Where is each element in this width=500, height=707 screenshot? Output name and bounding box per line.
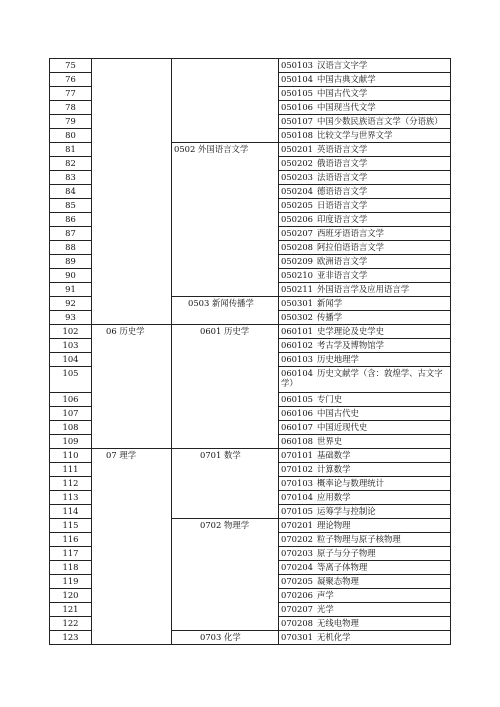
specialty-name: 史学理论及史学史 [316,326,384,336]
specialty-name: 新闻学 [316,298,343,308]
row-number: 120 [50,589,92,603]
specialty-name: 世界史 [316,436,343,446]
specialty-cell [279,533,451,547]
row-number: 83 [50,171,92,185]
specialty-cell [279,603,451,617]
specialty-name: 声学 [316,590,334,600]
discipline-cell: 0701 数学 [172,449,279,519]
specialty-cell [279,325,451,339]
row-number: 92 [50,297,92,311]
discipline-cell: 0703 化学 [172,631,279,645]
specialty-cell [279,269,451,283]
specialty-code: 070103 [281,478,313,488]
specialty-code: 070301 [281,632,313,642]
specialty-cell [279,339,451,353]
specialty-code: 060107 [281,422,313,432]
specialty-name: 外国语言学及应用语言学 [316,284,410,294]
specialty-code: 060102 [281,340,313,350]
specialty-cell [279,561,451,575]
row-number: 82 [50,157,92,171]
specialty-code: 050201 [281,144,313,154]
specialty-name: 原子与分子物理 [316,548,376,558]
specialty-name: 中国古典文献学 [316,74,376,84]
specialty-cell [279,129,451,143]
specialty-name: 中国少数民族语言文学（分语族） [316,116,443,126]
discipline-cell: 0502 外国语言文学 [172,143,279,297]
specialty-name: 应用数学 [316,492,351,502]
row-number: 109 [50,435,92,449]
specialty-code: 050202 [281,158,313,168]
specialty-cell [279,283,451,297]
row-number: 108 [50,421,92,435]
specialty-name: 亚非语言文学 [316,270,368,280]
specialty-name: 法语语言文学 [316,172,368,182]
specialty-code: 050206 [281,214,313,224]
specialty-name: 阿拉伯语语言文学 [316,242,384,252]
category-cell: 06 历史学 [92,325,172,449]
specialty-code: 050210 [281,270,313,280]
specialty-cell [279,213,451,227]
row-number: 119 [50,575,92,589]
specialty-code: 050205 [281,200,313,210]
specialty-cell [279,575,451,589]
specialty-cell [279,589,451,603]
specialty-name: 凝聚态物理 [316,576,359,586]
row-number: 117 [50,547,92,561]
row-number: 107 [50,407,92,421]
specialty-name: 中国古代文学 [316,88,368,98]
specialty-code: 050209 [281,256,313,266]
specialty-code: 050204 [281,186,313,196]
specialty-code: 070203 [281,548,313,558]
row-number: 89 [50,255,92,269]
specialty-name: 汉语言文字学 [316,60,368,70]
row-number: 123 [50,631,92,645]
specialty-cell [279,297,451,311]
specialty-code: 060108 [281,436,313,446]
row-number: 115 [50,519,92,533]
specialty-code: 070206 [281,590,313,600]
specialty-name: 历史文献学（含：敦煌学、古文字学） [281,368,443,388]
specialty-code: 070208 [281,618,313,628]
discipline-cell: 0702 物理学 [172,519,279,631]
specialty-code: 070204 [281,562,313,572]
specialty-cell [279,393,451,407]
specialty-code: 070202 [281,534,313,544]
specialty-code: 060101 [281,326,313,336]
row-number: 91 [50,283,92,297]
specialty-cell [279,617,451,631]
specialty-cell [279,491,451,505]
specialty-cell [279,435,451,449]
row-number: 116 [50,533,92,547]
row-number: 85 [50,199,92,213]
row-number: 81 [50,143,92,157]
row-number: 114 [50,505,92,519]
specialty-cell [279,353,451,367]
program-table [49,58,451,645]
specialty-cell [279,505,451,519]
row-number: 76 [50,73,92,87]
row-number: 78 [50,101,92,115]
table-row [50,325,451,339]
row-number: 77 [50,87,92,101]
specialty-code: 050301 [281,298,313,308]
row-number: 103 [50,339,92,353]
specialty-name: 西班牙语语言文学 [316,228,384,238]
specialty-cell [279,143,451,157]
specialty-code: 050106 [281,102,313,112]
discipline-cell: 0601 历史学 [172,325,279,449]
specialty-name: 印度语言文学 [316,214,368,224]
specialty-code: 070101 [281,450,313,460]
specialty-cell [279,407,451,421]
row-number: 104 [50,353,92,367]
specialty-name: 运筹学与控制论 [316,506,376,516]
program-table-sheet [49,58,451,645]
specialty-code: 050107 [281,116,313,126]
row-number: 79 [50,115,92,129]
specialty-code: 060103 [281,354,313,364]
specialty-cell [279,311,451,325]
row-number: 75 [50,59,92,73]
specialty-name: 基础数学 [316,450,351,460]
specialty-code: 050203 [281,172,313,182]
specialty-cell [279,115,451,129]
row-number: 80 [50,129,92,143]
row-number: 102 [50,325,92,339]
specialty-name: 概率论与数理统计 [316,478,384,488]
specialty-code: 060106 [281,408,313,418]
specialty-cell [279,241,451,255]
discipline-cell: 0503 新闻传播学 [172,297,279,325]
specialty-code: 060104 [281,368,313,378]
specialty-name: 等离子体物理 [316,562,368,572]
row-number: 122 [50,617,92,631]
specialty-code: 070105 [281,506,313,516]
specialty-code: 070201 [281,520,313,530]
specialty-name: 考古学及博物馆学 [316,340,384,350]
specialty-name: 计算数学 [316,464,351,474]
specialty-name: 俄语语言文学 [316,158,368,168]
row-number: 86 [50,213,92,227]
specialty-code: 050211 [281,284,313,294]
specialty-cell [279,449,451,463]
specialty-name: 光学 [316,604,334,614]
specialty-cell [279,101,451,115]
specialty-name: 比较文学与世界文学 [316,130,393,140]
specialty-name: 传播学 [316,312,343,322]
row-number: 93 [50,311,92,325]
row-number: 87 [50,227,92,241]
category-cell: 07 理学 [92,449,172,645]
specialty-cell [279,157,451,171]
specialty-name: 理论物理 [316,520,351,530]
specialty-name: 专门史 [316,394,343,404]
specialty-cell [279,519,451,533]
row-number: 90 [50,269,92,283]
specialty-cell [279,171,451,185]
specialty-name: 德语语言文学 [316,186,368,196]
specialty-code: 050105 [281,88,313,98]
specialty-code: 050103 [281,60,313,70]
specialty-cell [279,185,451,199]
specialty-cell [279,87,451,101]
specialty-code: 060105 [281,394,313,404]
row-number: 118 [50,561,92,575]
row-number: 113 [50,491,92,505]
specialty-cell [279,199,451,213]
specialty-code: 050207 [281,228,313,238]
specialty-cell [279,547,451,561]
specialty-name: 欧洲语言文学 [316,256,368,266]
specialty-code: 050104 [281,74,313,84]
specialty-name: 中国古代史 [316,408,359,418]
specialty-cell [279,255,451,269]
specialty-name: 无机化学 [316,632,351,642]
specialty-name: 中国近现代史 [316,422,368,432]
table-row [50,59,451,73]
specialty-name: 中国现当代文学 [316,102,376,112]
specialty-name: 无线电物理 [316,618,359,628]
specialty-name: 历史地理学 [316,354,359,364]
specialty-code: 070104 [281,492,313,502]
specialty-cell [279,227,451,241]
specialty-code: 050302 [281,312,313,322]
specialty-code: 050108 [281,130,313,140]
specialty-code: 070102 [281,464,313,474]
specialty-cell [279,421,451,435]
row-number: 88 [50,241,92,255]
specialty-name: 日语语言文学 [316,200,368,210]
specialty-cell [279,477,451,491]
specialty-cell [279,463,451,477]
specialty-cell [279,59,451,73]
category-cell [92,59,172,325]
row-number: 110 [50,449,92,463]
specialty-name: 粒子物理与原子核物理 [316,534,401,544]
specialty-cell [279,631,451,645]
specialty-cell [279,367,451,393]
row-number: 84 [50,185,92,199]
row-number: 112 [50,477,92,491]
specialty-code: 070205 [281,576,313,586]
table-row [50,449,451,463]
specialty-code: 070207 [281,604,313,614]
specialty-cell [279,73,451,87]
row-number: 111 [50,463,92,477]
row-number: 121 [50,603,92,617]
row-number: 105 [50,367,92,393]
specialty-code: 050208 [281,242,313,252]
row-number: 106 [50,393,92,407]
discipline-cell [172,59,279,143]
specialty-name: 英语语言文学 [316,144,368,154]
